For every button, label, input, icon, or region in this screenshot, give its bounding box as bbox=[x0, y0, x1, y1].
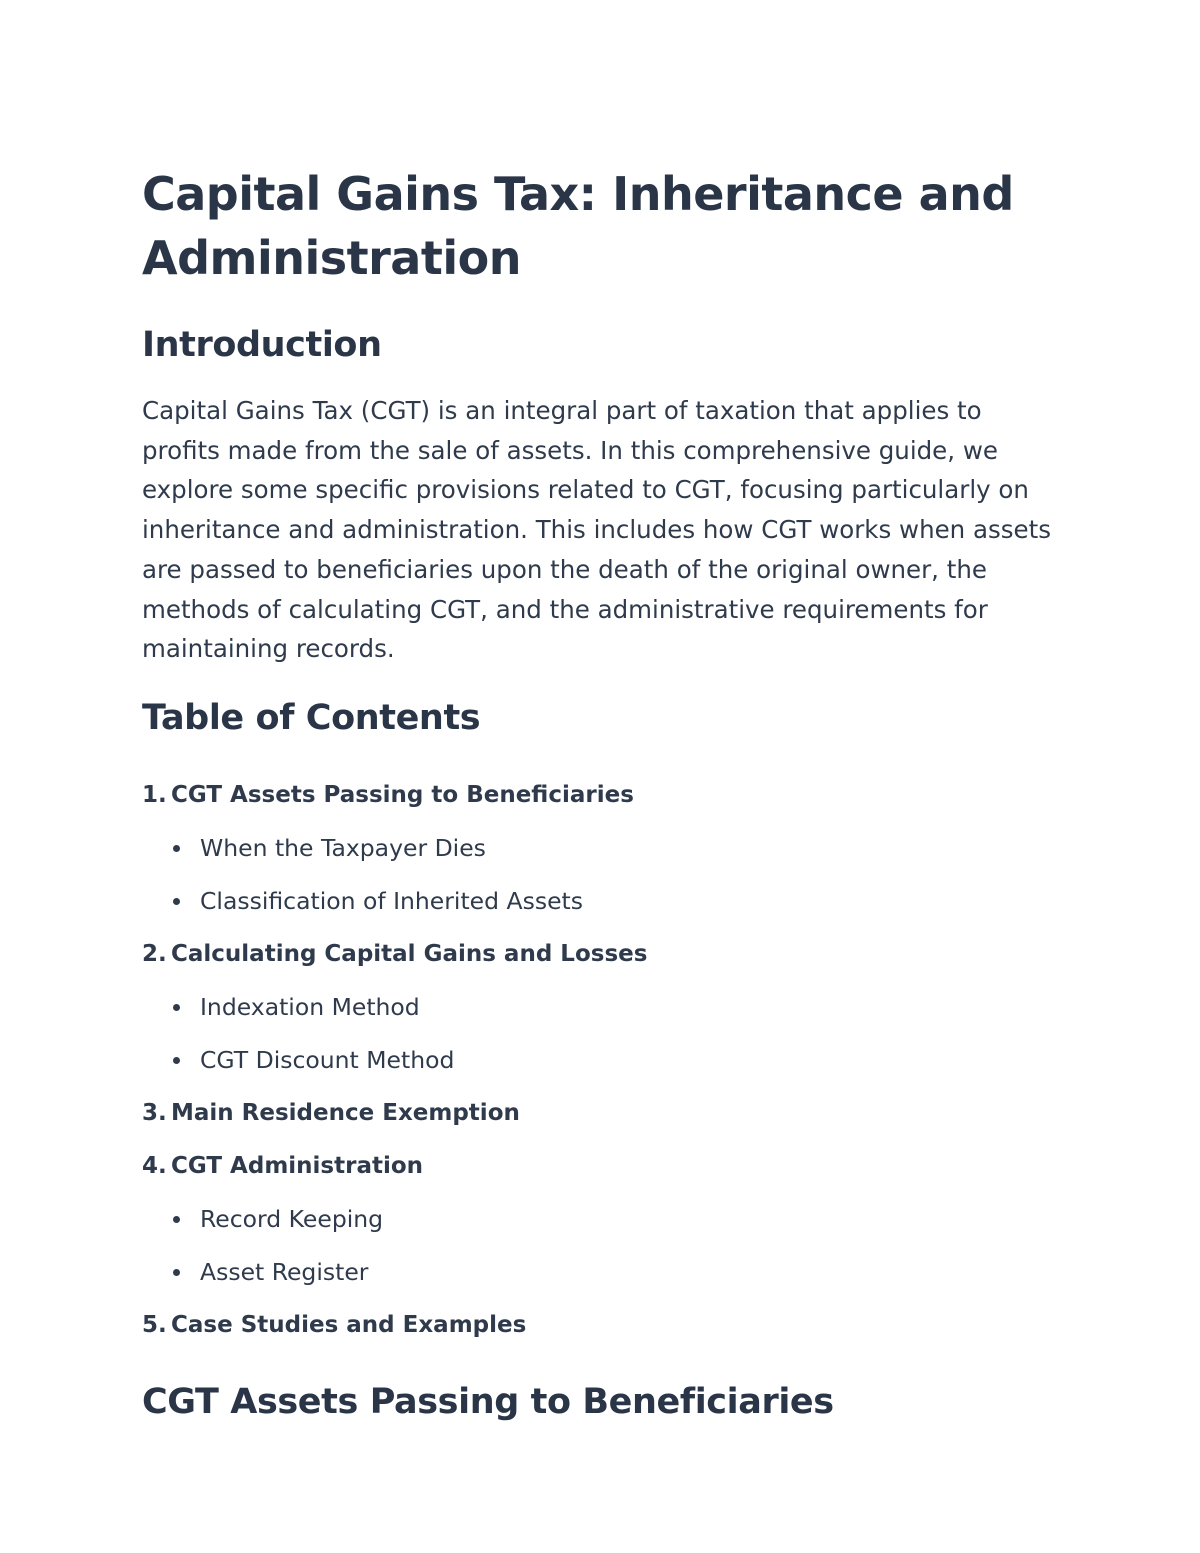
toc-subitem-label: Record Keeping bbox=[200, 1204, 384, 1233]
toc-entry-3 bbox=[142, 1087, 1062, 1140]
toc-subitem[interactable] bbox=[142, 1193, 1062, 1246]
bullet-icon bbox=[173, 1004, 180, 1011]
toc-subitem[interactable] bbox=[142, 1034, 1062, 1087]
toc-entry-2 bbox=[142, 928, 1062, 1087]
toc-subitem[interactable] bbox=[142, 981, 1062, 1034]
toc-subitem[interactable] bbox=[142, 875, 1062, 928]
toc-item-number: 3. bbox=[142, 1099, 167, 1126]
document-title: Capital Gains Tax: Inheritance and Administration bbox=[142, 167, 1014, 285]
bullet-icon bbox=[173, 1269, 180, 1276]
toc-item[interactable] bbox=[142, 769, 1062, 822]
toc-item[interactable] bbox=[142, 1087, 1062, 1140]
toc-item-label: CGT Assets Passing to Beneficiaries bbox=[171, 781, 634, 808]
toc-subitem[interactable] bbox=[142, 1246, 1062, 1299]
toc-subitem[interactable] bbox=[142, 822, 1062, 875]
toc-heading: Table of Contents bbox=[142, 697, 481, 738]
bullet-icon bbox=[173, 1057, 180, 1064]
toc-item-number: 5. bbox=[142, 1311, 167, 1338]
toc-item-label: Case Studies and Examples bbox=[171, 1311, 527, 1338]
toc-sublist bbox=[142, 822, 1062, 928]
table-of-contents bbox=[142, 769, 1062, 1352]
toc-item-number: 2. bbox=[142, 940, 167, 967]
toc-entry-1 bbox=[142, 769, 1062, 928]
toc-item-number: 4. bbox=[142, 1152, 167, 1179]
toc-entry-5 bbox=[142, 1299, 1062, 1352]
bullet-icon bbox=[173, 898, 180, 905]
toc-item-label: CGT Administration bbox=[171, 1152, 424, 1179]
toc-entry-4 bbox=[142, 1140, 1062, 1299]
toc-item[interactable] bbox=[142, 1140, 1062, 1193]
toc-subitem-label: Indexation Method bbox=[200, 992, 420, 1021]
toc-subitem-label: Asset Register bbox=[200, 1257, 369, 1286]
toc-subitem-label: When the Taxpayer Dies bbox=[200, 833, 486, 862]
bullet-icon bbox=[173, 1216, 180, 1223]
toc-item-number: 1. bbox=[142, 781, 167, 808]
toc-subitem-label: CGT Discount Method bbox=[200, 1045, 455, 1074]
introduction-paragraph: Capital Gains Tax (CGT) is an integral part of taxation that applies to profits made from the sale of assets. In this comprehensive guide, we explore some specific provisions related to CGT, focusing particularly on inheritance and administration. This includes how CGT works when assets are passed to beneficiaries upon the death of the original owner, the methods of calculating CGT, and the administrative requirements for maintaining records. bbox=[142, 396, 1051, 664]
bullet-icon bbox=[173, 845, 180, 852]
toc-item[interactable] bbox=[142, 928, 1062, 981]
toc-sublist bbox=[142, 981, 1062, 1087]
toc-item-label: Calculating Capital Gains and Losses bbox=[171, 940, 648, 967]
document-page bbox=[142, 162, 1062, 1424]
toc-item-label: Main Residence Exemption bbox=[171, 1099, 520, 1126]
toc-subitem-label: Classification of Inherited Assets bbox=[200, 886, 583, 915]
section-heading: CGT Assets Passing to Beneficiaries bbox=[142, 1381, 834, 1422]
toc-sublist bbox=[142, 1193, 1062, 1299]
introduction-heading: Introduction bbox=[142, 325, 382, 365]
toc-item[interactable] bbox=[142, 1299, 1062, 1352]
